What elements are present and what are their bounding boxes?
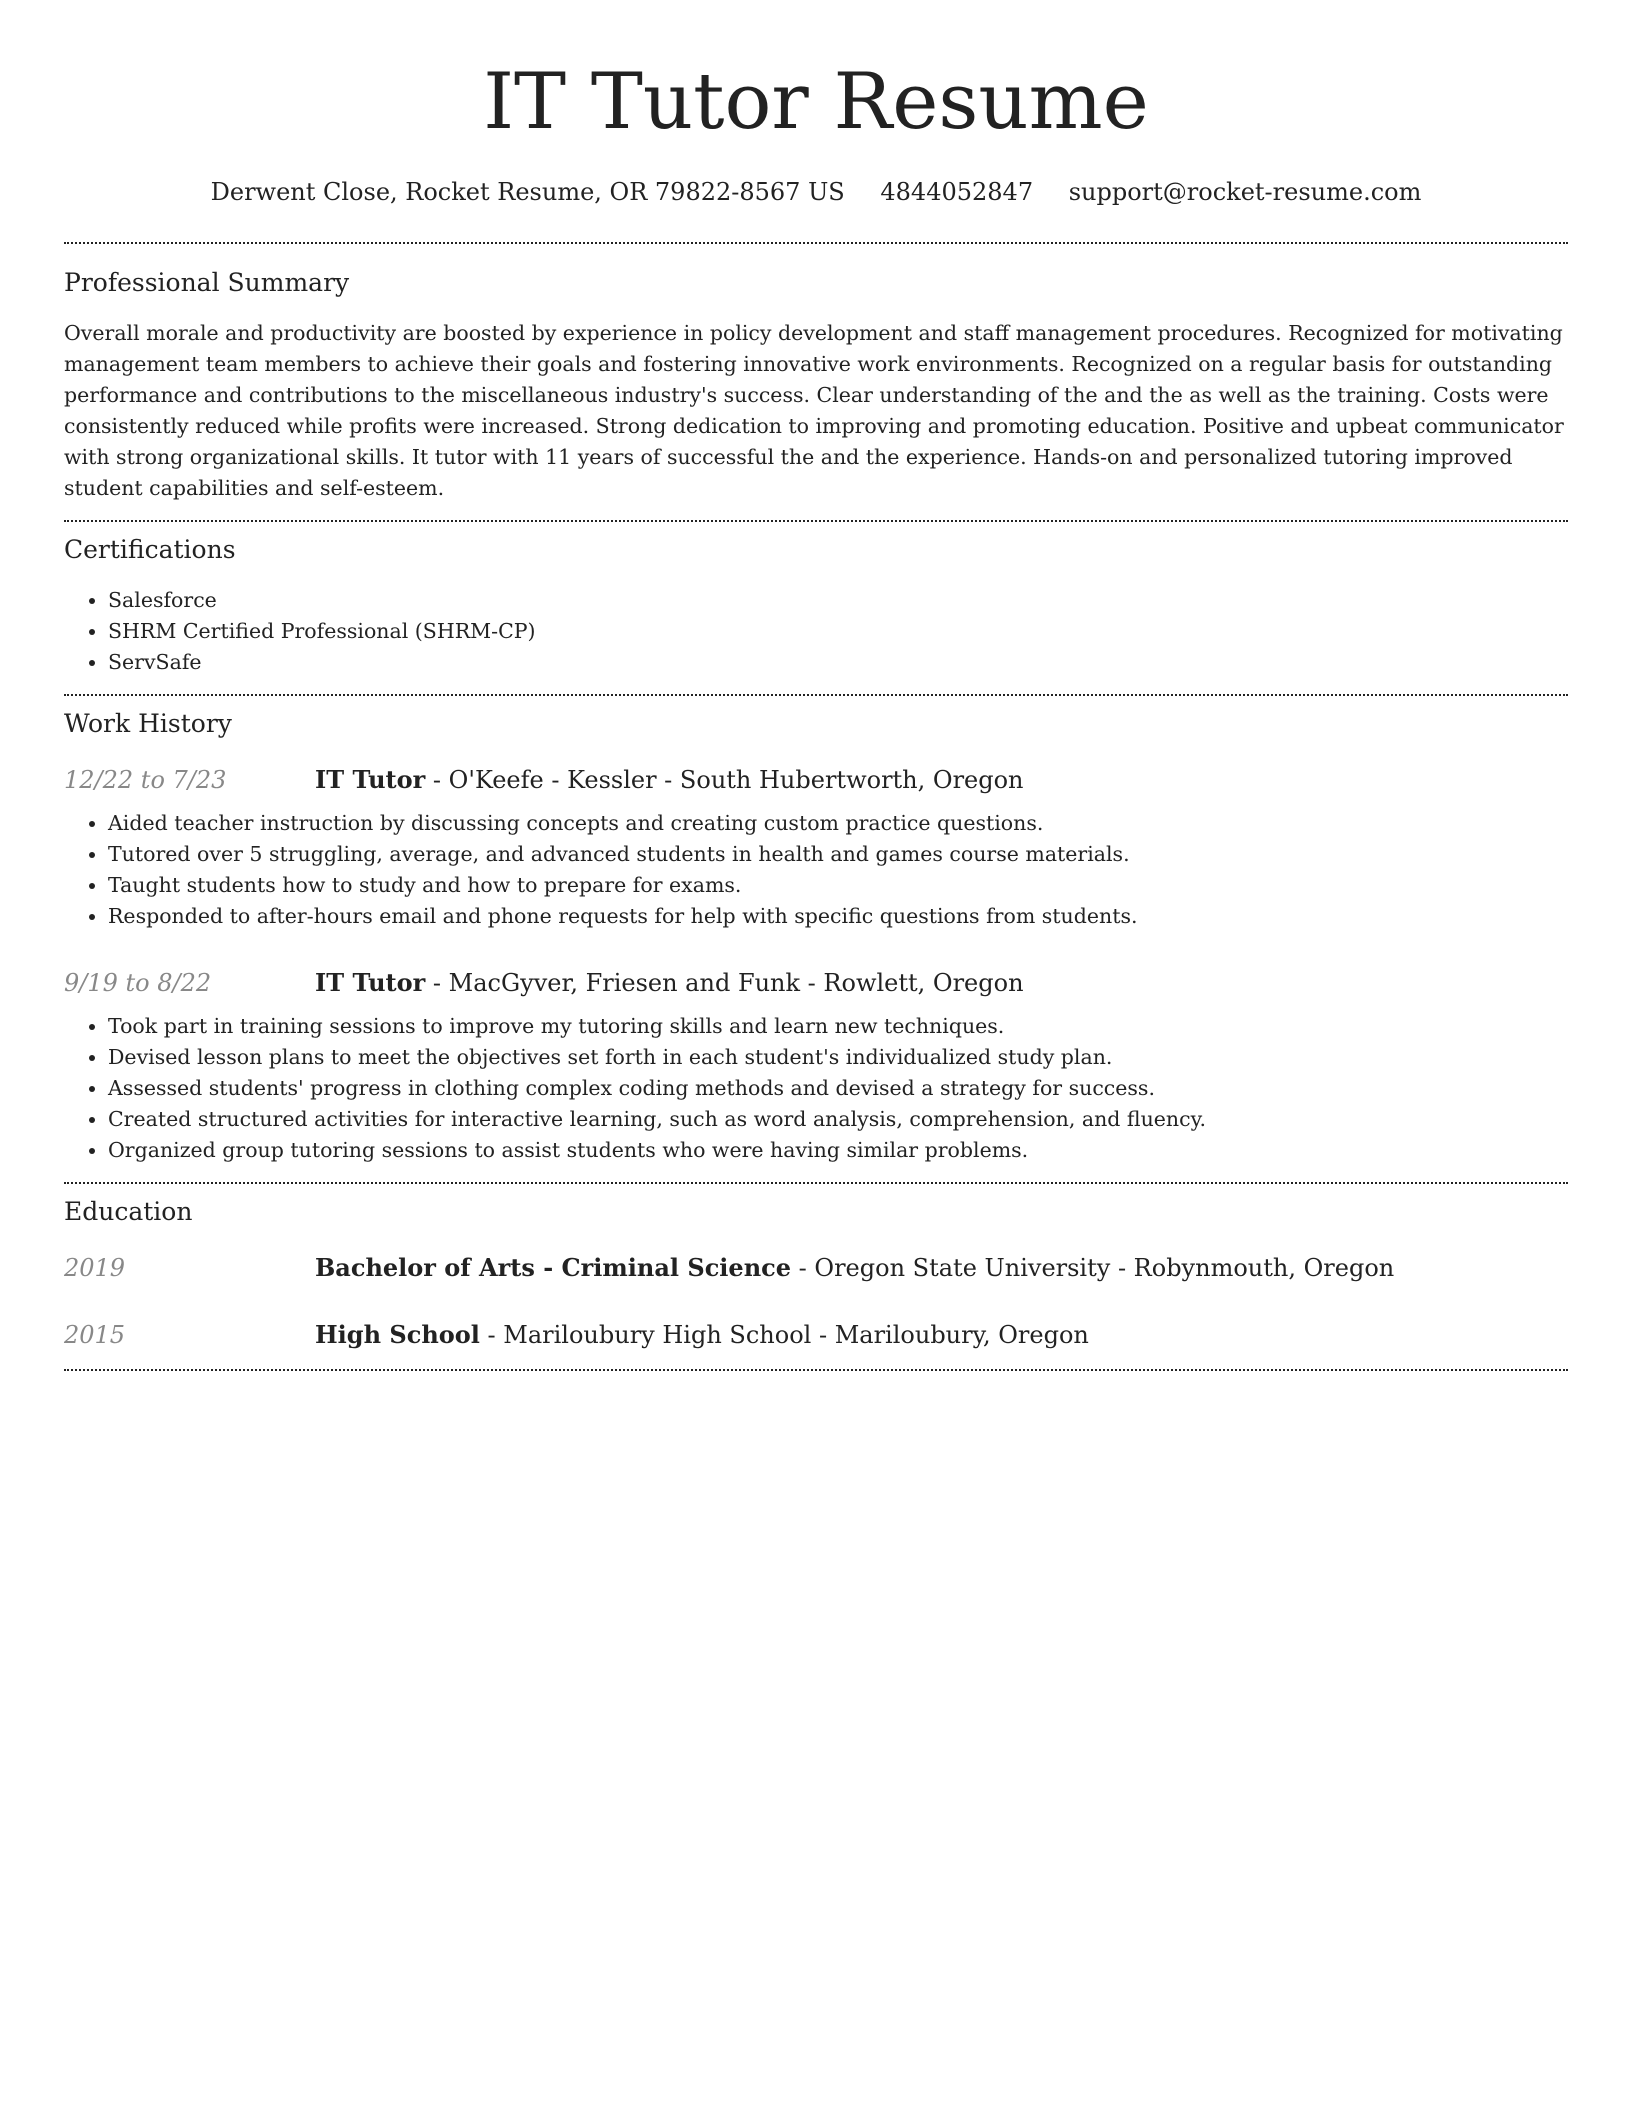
education-headline: [315, 1250, 1394, 1286]
list-item: • SHRM Certified Professional (SHRM-CP): [108, 616, 1568, 647]
work-history-heading: Work History: [64, 709, 232, 738]
education-section: [64, 1184, 1568, 1353]
summary-section: [64, 244, 1568, 504]
job-dates: 9/19 to 8/22: [64, 969, 212, 997]
contact-email: support@rocket-resume.com: [1068, 178, 1422, 206]
list-item: • Created structured activities for interactive learning, such as word analysis, comprehension, and fluency.: [108, 1104, 1568, 1135]
job-header: [64, 965, 1568, 1001]
education-school: - Oregon State University - Robynmouth, Oregon: [791, 1254, 1395, 1282]
list-item: • Devised lesson plans to meet the objectives set forth in each student's individualized study plan.: [108, 1042, 1568, 1073]
job-bullets: [64, 808, 1568, 932]
list-item: • Aided teacher instruction by discussing concepts and creating custom practice questions.: [108, 808, 1568, 839]
education-school: - Mariloubury High School - Mariloubury, Oregon: [479, 1321, 1089, 1349]
job-entry: [64, 965, 1568, 1166]
job-title: IT Tutor: [315, 765, 426, 794]
contact-line: [64, 174, 1568, 210]
job-title: IT Tutor: [315, 968, 426, 997]
summary-text: Overall morale and productivity are boosted by experience in policy development and staff management procedures. Recognized for motivating management team members to achieve their goals and fostering innovative work environments. Recognized on a regular basis for outstanding performance and contributions to the miscellaneous industry's success. Clear understanding of the and the as well as the training. Costs were consistently reduced while profits were increased. Strong dedication to improving and promoting education. Positive and upbeat communicator with strong organizational skills. It tutor with 11 years of successful the and the experience. Hands-on and personalized tutoring improved student capabilities and self-esteem.: [64, 321, 1564, 500]
contact-phone: 4844052847: [880, 178, 1034, 206]
contact-address: Derwent Close, Rocket Resume, OR 79822-8567 US: [210, 178, 845, 206]
summary-heading: Professional Summary: [64, 268, 350, 297]
job-header: [64, 762, 1568, 798]
certifications-list: [64, 585, 1568, 678]
education-entry: [64, 1317, 1568, 1353]
job-employer: - MacGyver, Friesen and Funk - Rowlett, Oregon: [425, 969, 1024, 997]
job-headline: [315, 762, 1024, 798]
certifications-section: [64, 522, 1568, 678]
list-item: • Responded to after-hours email and phone requests for help with specific questions from students.: [108, 901, 1568, 932]
education-headline: [315, 1317, 1089, 1353]
list-item: • Organized group tutoring sessions to assist students who were having similar problems.: [108, 1135, 1568, 1166]
education-degree: Bachelor of Arts - Criminal Science: [315, 1253, 792, 1282]
list-item: • ServSafe: [108, 647, 1568, 678]
education-year: 2015: [64, 1321, 126, 1349]
job-entry: [64, 762, 1568, 932]
work-history-section: [64, 696, 1568, 1166]
job-dates: 12/22 to 7/23: [64, 766, 227, 794]
list-item: • Took part in training sessions to improve my tutoring skills and learn new techniques.: [108, 1011, 1568, 1042]
certifications-heading: Certifications: [64, 535, 236, 564]
page-title: IT Tutor Resume: [483, 57, 1149, 147]
list-item: • Salesforce: [108, 585, 1568, 616]
job-employer: - O'Keefe - Kessler - South Hubertworth, Oregon: [425, 766, 1024, 794]
list-item: • Assessed students' progress in clothing complex coding methods and devised a strategy for success.: [108, 1073, 1568, 1104]
job-headline: [315, 965, 1024, 1001]
list-item: • Taught students how to study and how to prepare for exams.: [108, 870, 1568, 901]
education-degree: High School: [315, 1320, 480, 1349]
job-bullets: [64, 1011, 1568, 1166]
education-entry: [64, 1250, 1568, 1286]
section-divider: [64, 1369, 1568, 1371]
education-year: 2019: [64, 1254, 126, 1282]
list-item: • Tutored over 5 struggling, average, and advanced students in health and games course materials.: [108, 839, 1568, 870]
education-heading: Education: [64, 1197, 193, 1226]
